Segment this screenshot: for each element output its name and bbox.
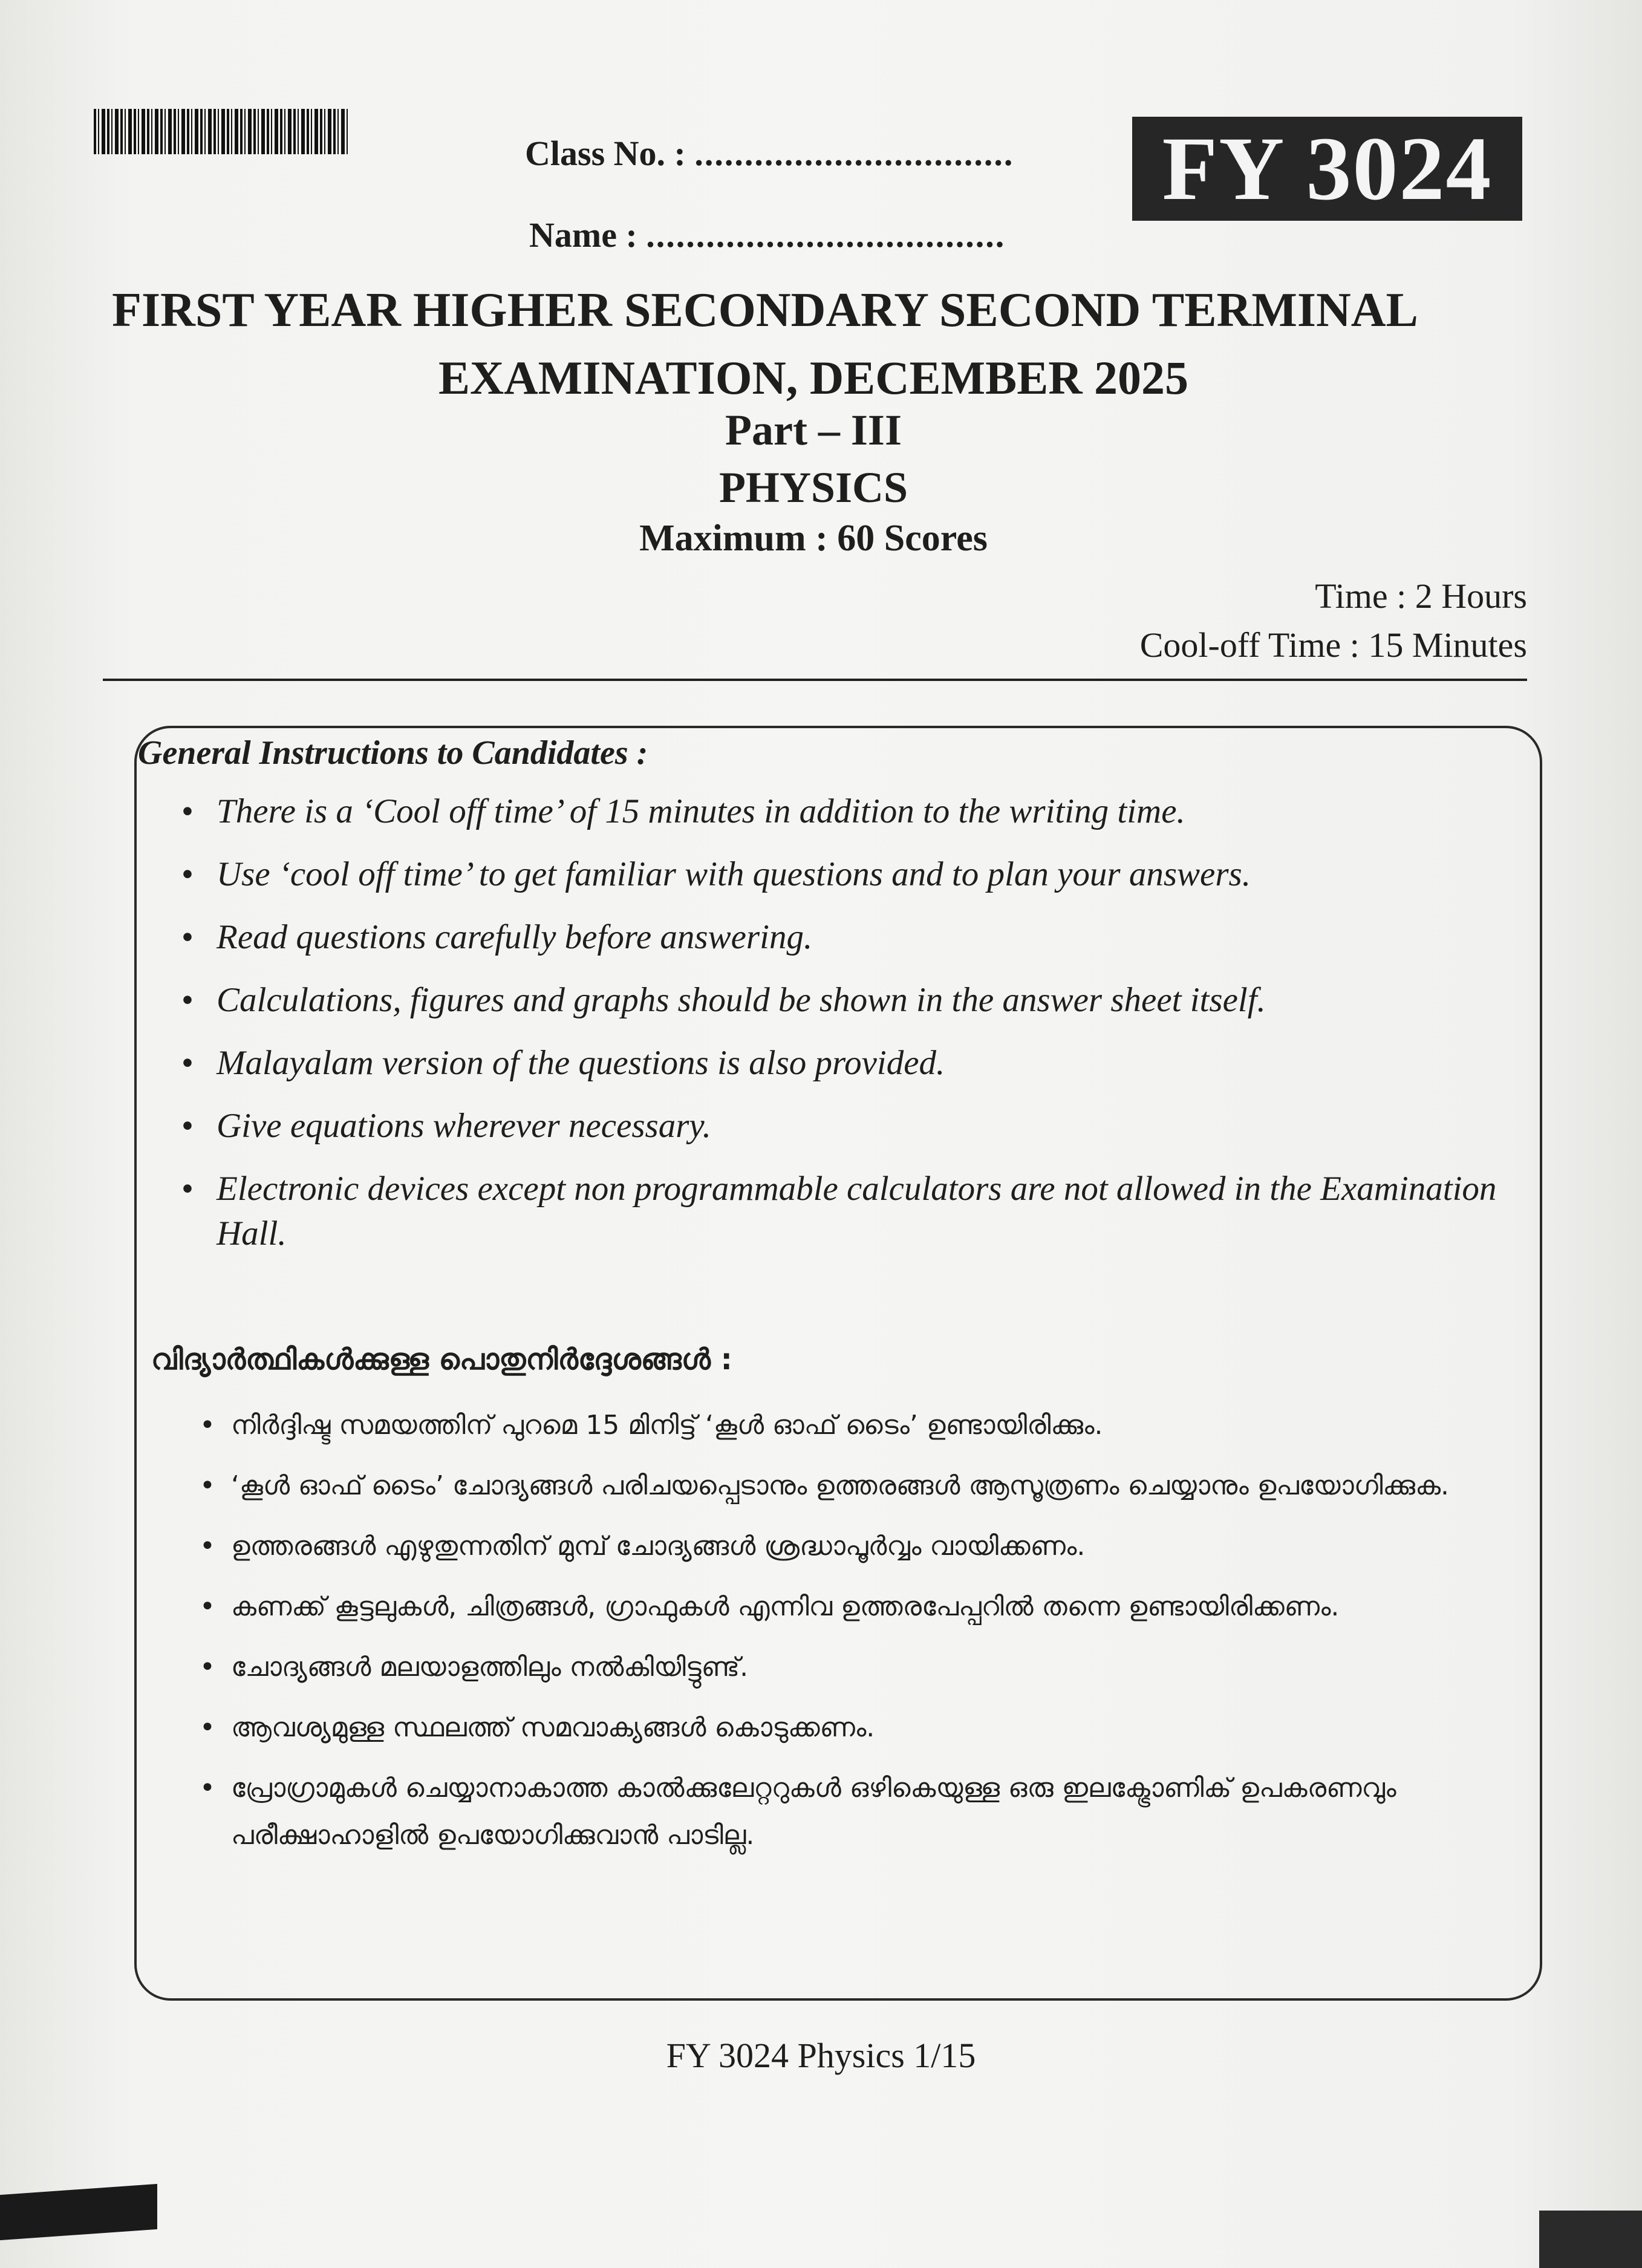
malayalam-instructions-heading: വിദ്യാർത്ഥികൾക്കുള്ള പൊതുനിർദ്ദേശങ്ങൾ : — [151, 1343, 732, 1377]
malayalam-instruction-item: • കണക്ക് കൂട്ടലുകൾ, ചിത്രങ്ങൾ, ഗ്രാഫുകൾ എന്നിവ ഉത്തരപേപ്പറിൽ തന്നെ ഉണ്ടായിരിക്കണം. — [200, 1583, 1518, 1631]
instruction-item: • Read questions carefully before answering. — [181, 915, 1512, 960]
instruction-item: • Malayalam version of the questions is also provided. — [181, 1041, 1512, 1086]
exam-title-line1: FIRST YEAR HIGHER SECONDARY SECOND TERMINAL — [112, 284, 1418, 337]
malayalam-instruction-item: • ആവശ്യമുള്ള സ്ഥലത്ത് സമവാക്യങ്ങൾ കൊടുക്കണം. — [200, 1704, 1518, 1752]
name-dots: .................................... — [646, 215, 1006, 255]
paper-code-badge: FY 3024 — [1132, 117, 1522, 221]
instruction-item: • Calculations, figures and graphs should be shown in the answer sheet itself. — [181, 978, 1512, 1023]
scan-shadow-right — [1539, 2211, 1642, 2268]
cool-off-time: Cool-off Time : 15 Minutes — [1139, 625, 1527, 665]
max-scores: Maximum : 60 Scores — [639, 518, 988, 559]
class-no-label: Class No. : — [525, 134, 686, 173]
exam-duration: Time : 2 Hours — [1315, 576, 1527, 616]
header-divider — [103, 679, 1527, 681]
english-instructions-list — [181, 789, 1512, 1274]
page-footer: FY 3024 Physics 1/15 — [666, 2036, 976, 2075]
name-label: Name : — [529, 215, 637, 255]
exam-title-line2: EXAMINATION, DECEMBER 2025 — [438, 351, 1189, 404]
malayalam-instructions-list — [200, 1402, 1518, 1872]
class-no-field — [525, 133, 1014, 174]
malayalam-instruction-item: • ഉത്തരങ്ങൾ എഴുതുന്നതിന് മുമ്പ് ചോദ്യങ്ങൾ ശ്രദ്ധാപൂർവ്വം വായിക്കണം. — [200, 1523, 1518, 1570]
instruction-item: • Give equations wherever necessary. — [181, 1104, 1512, 1149]
barcode — [94, 109, 348, 154]
instruction-item: • Use ‘cool off time’ to get familiar with questions and to plan your answers. — [181, 852, 1512, 897]
name-field — [529, 215, 1005, 255]
instruction-item: • There is a ‘Cool off time’ of 15 minutes in addition to the writing time. — [181, 789, 1512, 834]
scan-shadow-left — [0, 2184, 157, 2240]
class-no-dots: ................................ — [694, 134, 1014, 173]
exam-subject: PHYSICS — [718, 463, 908, 512]
malayalam-instruction-item: • ‘കൂൾ ഓഫ് ടൈം’ ചോദ്യങ്ങൾ പരിചയപ്പെടാനും ഉത്തരങ്ങൾ ആസൂത്രണം ചെയ്യാനും ഉപയോഗിക്കുക. — [200, 1462, 1518, 1510]
malayalam-instruction-item: • നിർദ്ദിഷ്ട സമയത്തിന് പുറമെ 15 മിനിട്ട് ‘കൂൾ ഓഫ് ടൈം’ ഉണ്ടായിരിക്കും. — [200, 1402, 1518, 1449]
instructions-heading: General Instructions to Candidates : — [138, 734, 648, 772]
instruction-item: • Electronic devices except non programmable calculators are not allowed in the Examination Hall. — [181, 1167, 1512, 1256]
malayalam-instruction-item: • പ്രോഗ്രാമുകൾ ചെയ്യാനാകാത്ത കാൽക്കുലേറ്ററുകൾ ഒഴികെയുള്ള ഒരു ഇലക്ട്രോണിക് ഉപകരണവും പരീക്ഷാഹാളിൽ ഉപയോഗിക്കുവാൻ പാടില്ല. — [200, 1765, 1518, 1859]
exam-part: Part – III — [725, 406, 902, 454]
malayalam-instruction-item: • ചോദ്യങ്ങൾ മലയാളത്തിലും നൽകിയിട്ടുണ്ട്. — [200, 1644, 1518, 1691]
